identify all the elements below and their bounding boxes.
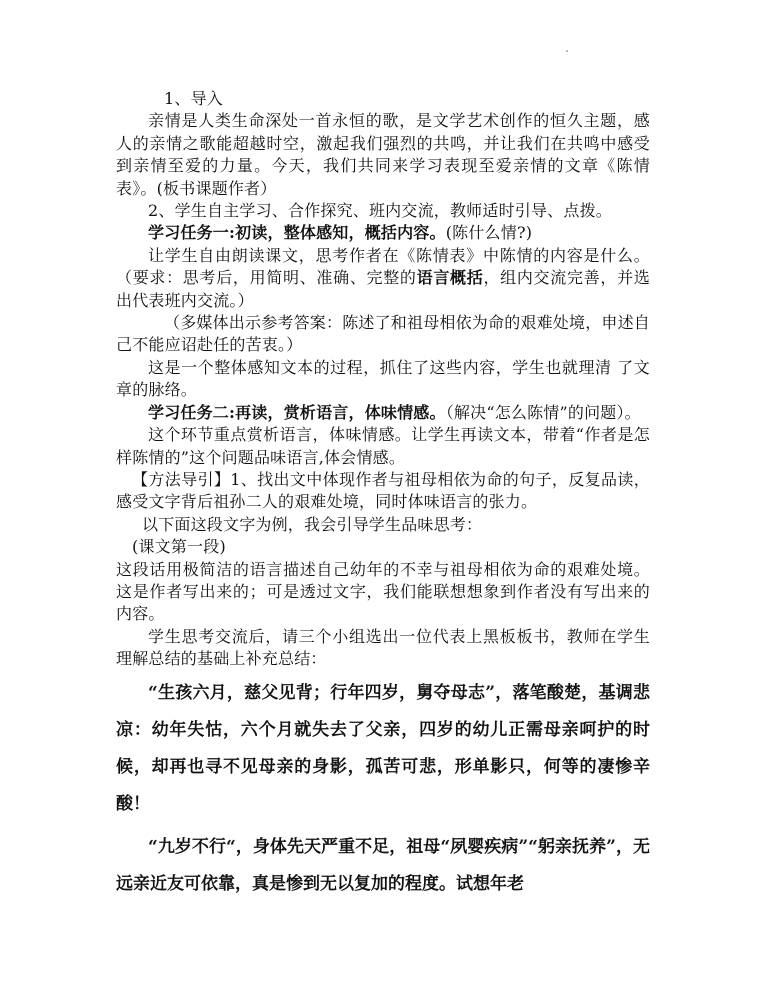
task-1-text-end: ，组内交流完善，并选出代表班内交流。） [116,268,650,310]
task-1-emphasis: 语言概括 [416,268,484,288]
method-paragraph: 【方法导引】1、找出文中体现作者与祖母相依为命的句子，反复品读，感受文字背后祖孙二人的艰难处境，同时体味语言的张力。 [116,469,650,512]
task-2-note: （解决“怎么陈情”的问题）。 [445,402,641,422]
example-paragraph: 以下面这段文字为例，我会引导学生品味思考： [142,514,483,534]
summary-paragraph: 这是一个整体感知文本的过程，抓住了这些内容，学生也就理清 了文章的脉络。 [116,357,650,400]
answer-paragraph: （多媒体出示参考答案：陈述了和祖母相依为命的艰难处境，申述自己不能应诏赴任的苦衷。） [116,313,651,355]
page-mark [566,50,568,52]
document-body [116,88,650,903]
task-1-paragraph [116,245,650,312]
task-2-title: 学习任务二:再读，赏析语言，体味情感。 [148,402,446,422]
task-1-heading [116,222,650,244]
step-2-paragraph: 2、学生自主学习、合作探究、班内交流，教师适时引导、点拨。 [148,201,612,221]
lesson-description: 这段话用极简洁的语言描述自己幼年的不幸与祖母相依为命的艰难处境。这是作者写出来的；可是透过文字，我们能联想想象到作者没有写出来的内容。 [116,559,650,624]
task-1-note: (陈什么情?) [445,223,533,243]
task-2-heading [116,402,650,424]
intro-paragraph: 亲情是人类生命深处一首永恒的歌，是文学艺术创作的恒久主题，感人的亲情之歌能超越时空，激起我们强烈的共鸣，并让我们在共鸣中感受到亲情至爱的力量。今天，我们共同来学习表现至爱亲情的文章《陈情表》。(板书课题作者） [116,111,650,198]
task-2-paragraph: 这个环节重点赏析语言，体味情感。让学生再读文本，带着“作者是怎样陈情的”这个问题品味语言,体会情感。 [116,425,650,467]
bold-paragraph-1: “生孩六月，慈父见背；行年四岁，舅夺母志”，落笔酸楚，基调悲凉：幼年失怙，六个月就失去了父亲，四岁的幼儿正需母亲呵护的时候，却再也寻不见母亲的身影，孤苦可悲，形单影只，何等的凄惨辛酸！ [116,682,650,814]
section-heading: 1、导入 [164,89,223,108]
bold-paragraph-2: “九岁不行“，身体先天严重不足，祖母“夙婴疾病”“躬亲抚养”，无远亲近友可依靠，真是惨到无以复加的程度。试想年老 [116,836,650,894]
task-1-text: 让学生自由朗读课文，思考作者在《陈情表》中陈情的内容是什么。（要求：思考后，用简明、准确、完整的 [116,245,650,288]
group-paragraph: 学生思考交流后，请三个小组选出一位代表上黑板板书，教师在学生理解总结的基础上补充总结： [116,626,650,669]
lesson-reference: (课文第一段) [132,537,226,557]
task-1-title: 学习任务一:初读，整体感知，概括内容。 [148,223,446,243]
